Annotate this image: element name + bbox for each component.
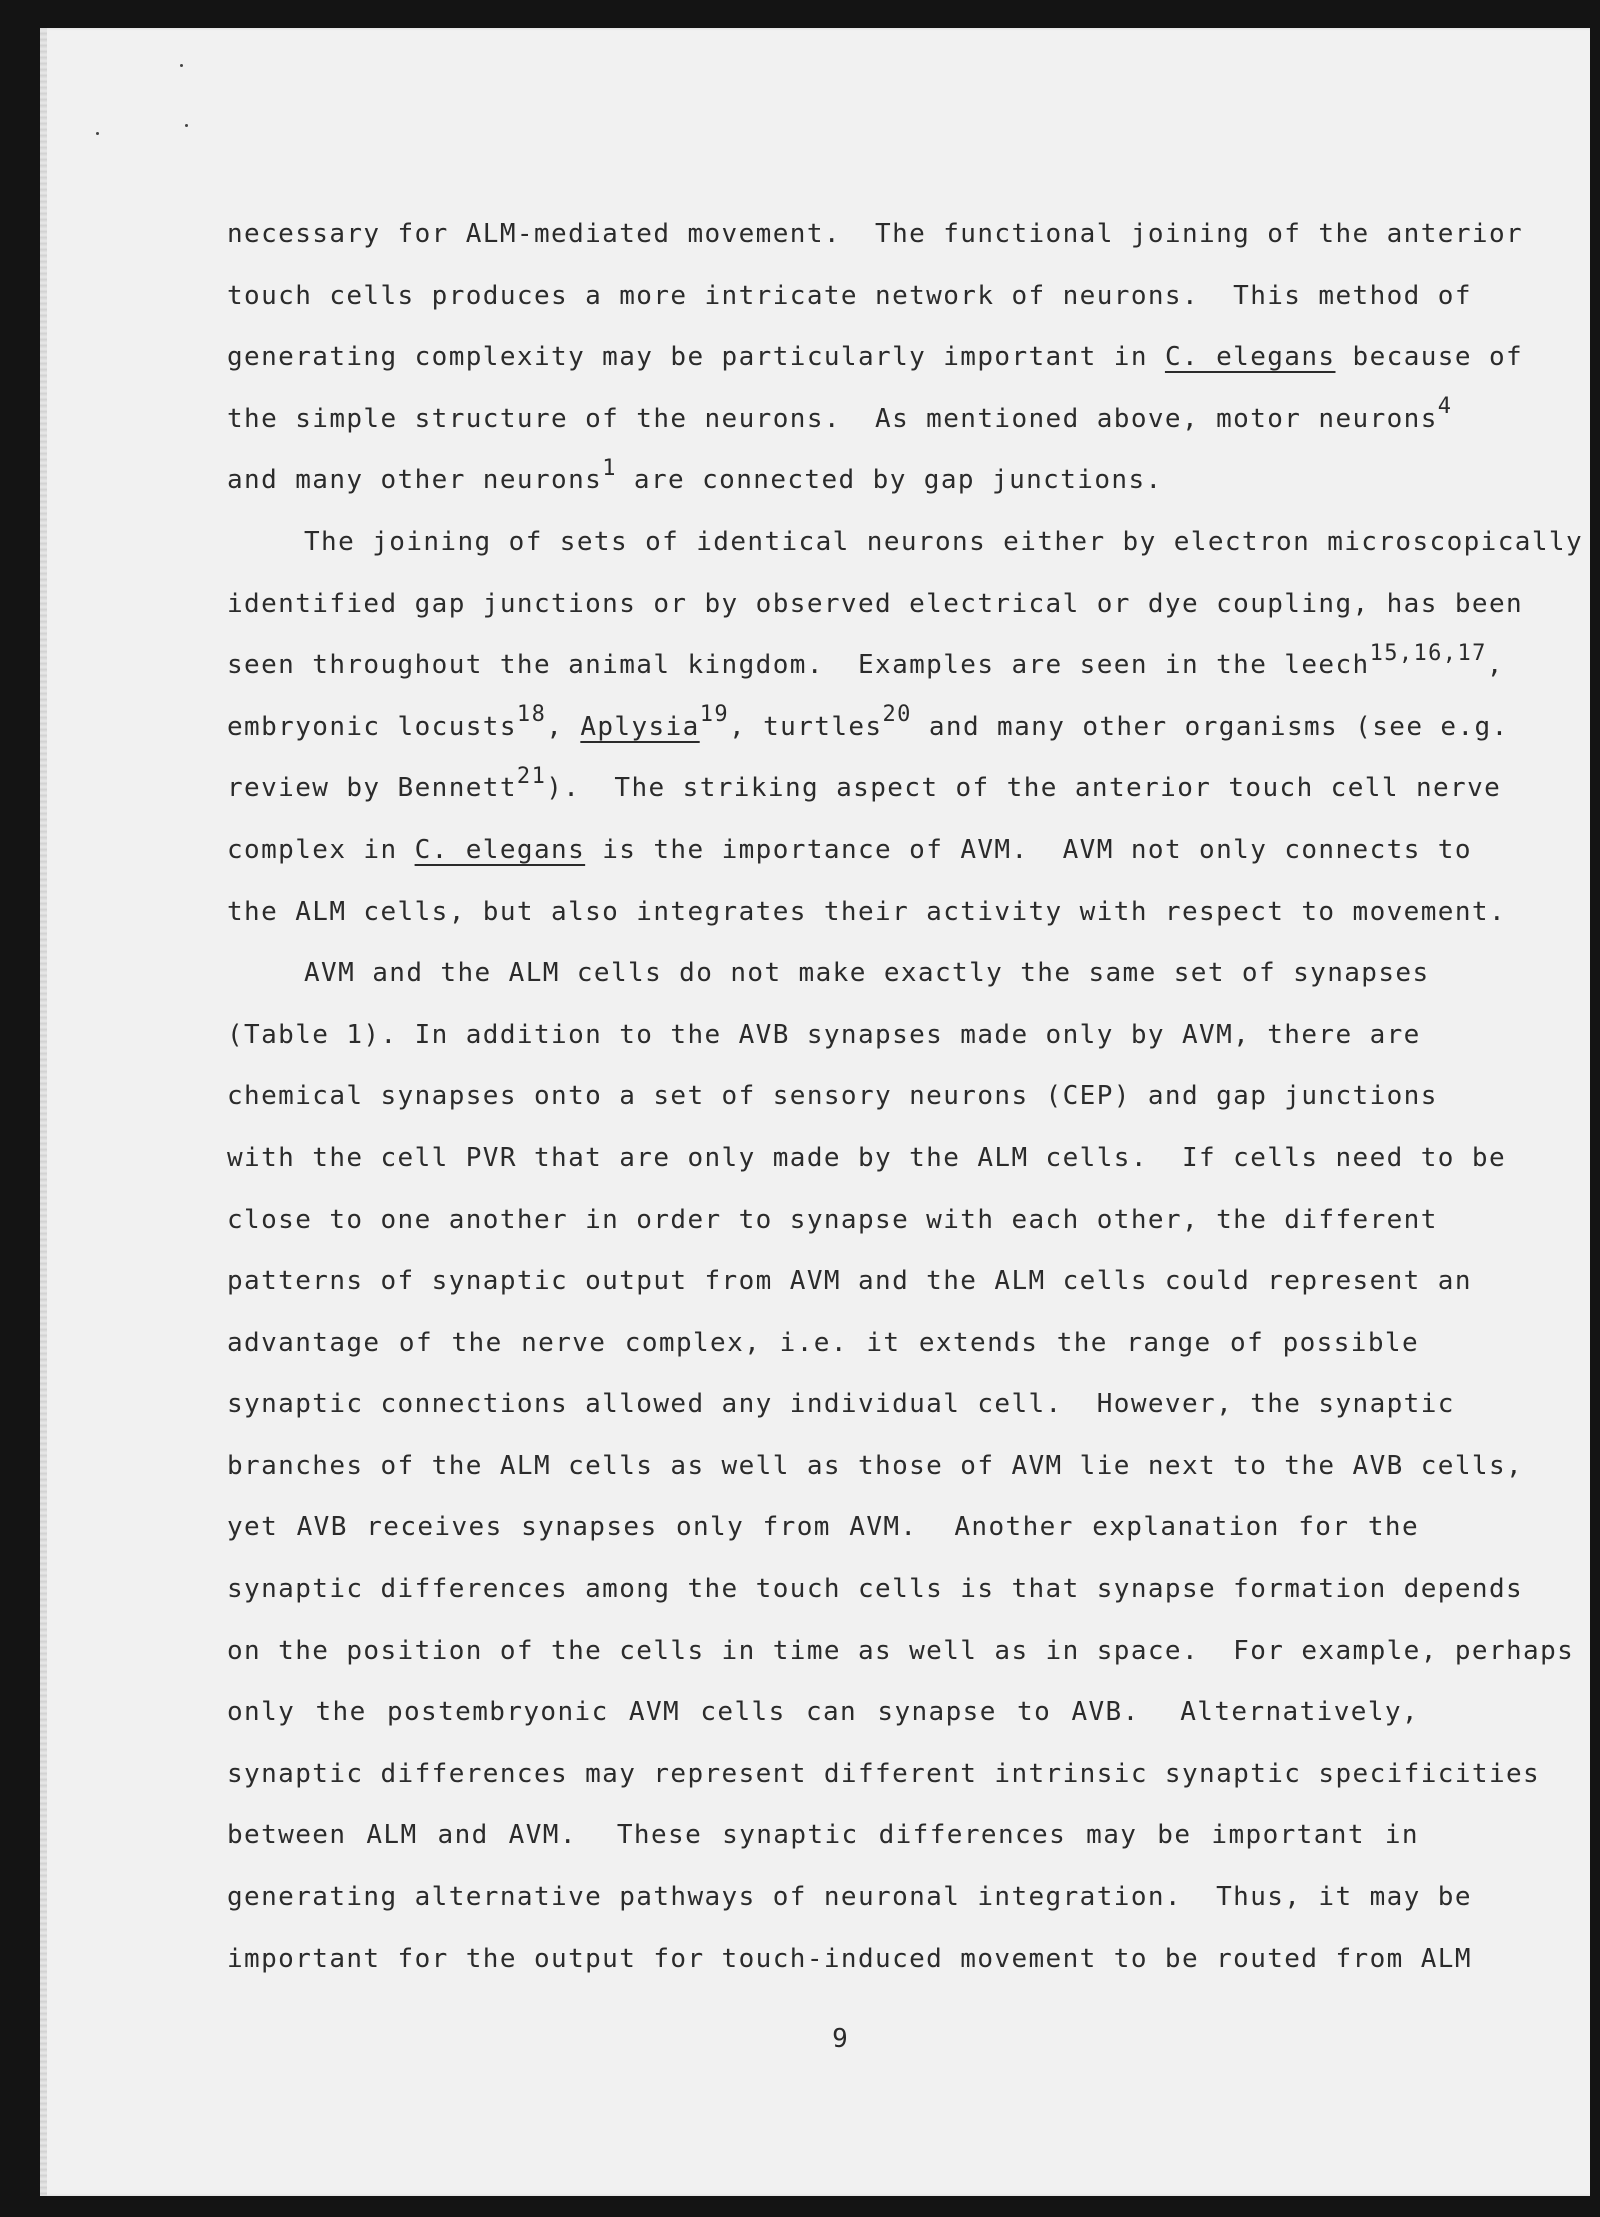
text-line: chemical synapses onto a set of sensory neurons (CEP) and gap junctions — [227, 1081, 1438, 1112]
text-line: only the postembryonic AVM cells can synapse to AVB. Alternatively, — [227, 1697, 1419, 1728]
text-run: ). The striking aspect of the anterior touch cell nerve — [546, 773, 1502, 804]
text-line: with the cell PVR that are only made by the ALM cells. If cells need to be — [227, 1142, 1506, 1173]
paper-edge-scan-artifact — [40, 28, 47, 2196]
text-line — [227, 697, 1509, 759]
text-run: , — [1486, 650, 1504, 681]
scan-speck — [185, 124, 188, 127]
text-run: are connected by gap junctions. — [616, 465, 1163, 496]
body-text — [227, 204, 1583, 1990]
text-line — [227, 389, 1453, 451]
species-name: Aplysia — [580, 711, 700, 742]
citation-superscript: 18 — [516, 702, 547, 728]
text-line: on the position of the cells in time as well as in space. For example, perhaps — [227, 1635, 1575, 1666]
citation-superscript: 4 — [1437, 394, 1453, 420]
text-line: close to one another in order to synapse with each other, the different — [227, 1204, 1438, 1235]
text-run: the simple structure of the neurons. As mentioned above, motor neurons — [227, 403, 1438, 434]
text-line — [227, 820, 1472, 882]
text-line: touch cells produces a more intricate network of neurons. This method of — [227, 280, 1472, 311]
text-run: , turtles — [729, 711, 883, 742]
page-number: 9 — [832, 2024, 848, 2054]
scan-speck — [180, 64, 183, 67]
text-run: and many other neurons — [227, 465, 603, 496]
text-line: synaptic connections allowed any individual cell. However, the synaptic — [227, 1389, 1455, 1420]
citation-superscript: 15,16,17 — [1369, 640, 1487, 666]
text-line — [227, 450, 1419, 512]
species-name: C. elegans — [1164, 342, 1336, 373]
text-line: (Table 1). In addition to the AVB synapses made only by AVM, there are — [227, 1019, 1421, 1050]
text-run: generating complexity may be particularly important in — [227, 342, 1165, 373]
citation-superscript: 20 — [882, 702, 912, 728]
text-line: synaptic differences may represent different intrinsic synaptic specificities — [227, 1758, 1541, 1789]
text-line: the ALM cells, but also integrates their activity with respect to movement. — [227, 896, 1506, 927]
text-run: complex in — [227, 834, 415, 865]
text-run: is the importance of AVM. AVM not only connects to — [585, 834, 1472, 865]
text-run: embryonic locusts — [227, 711, 517, 742]
text-line: generating alternative pathways of neuronal integration. Thus, it may be — [227, 1882, 1472, 1913]
citation-superscript: 19 — [699, 702, 729, 728]
text-line — [227, 635, 1504, 697]
text-run: because of — [1335, 342, 1524, 373]
text-line: necessary for ALM-mediated movement. The functional joining of the anterior — [227, 219, 1524, 249]
text-line: synaptic differences among the touch cells is that synapse formation depends — [227, 1574, 1524, 1605]
text-line — [227, 758, 1502, 820]
text-line: advantage of the nerve complex, i.e. it extends the range of possible — [227, 1327, 1419, 1358]
text-line: identified gap junctions or by observed electrical or dye coupling, has been — [227, 588, 1524, 619]
scan-speck — [96, 132, 99, 135]
text-line: important for the output for touch-induced movement to be routed from ALM — [227, 1943, 1472, 1974]
text-line: yet AVB receives synapses only from AVM. Another explanation for the — [227, 1512, 1419, 1543]
text-line: patterns of synaptic output from AVM and the ALM cells could represent an — [227, 1266, 1472, 1297]
citation-superscript: 1 — [602, 455, 617, 481]
text-run: seen throughout the animal kingdom. Examples are seen in the leech — [227, 650, 1370, 681]
text-line: between ALM and AVM. These synaptic differences may be important in — [227, 1820, 1419, 1851]
text-line: The joining of sets of identical neurons either by electron microscopically — [304, 526, 1583, 557]
text-run: , — [546, 711, 581, 742]
citation-superscript: 21 — [516, 763, 547, 789]
text-run: and many other organisms (see e.g. — [911, 711, 1509, 742]
species-name: C. elegans — [414, 834, 586, 865]
text-line — [227, 327, 1524, 389]
text-line: AVM and the ALM cells do not make exactly the same set of synapses — [304, 958, 1430, 989]
text-run: review by Bennett — [227, 773, 517, 804]
text-line: branches of the ALM cells as well as those of AVM lie next to the AVB cells, — [227, 1450, 1524, 1481]
